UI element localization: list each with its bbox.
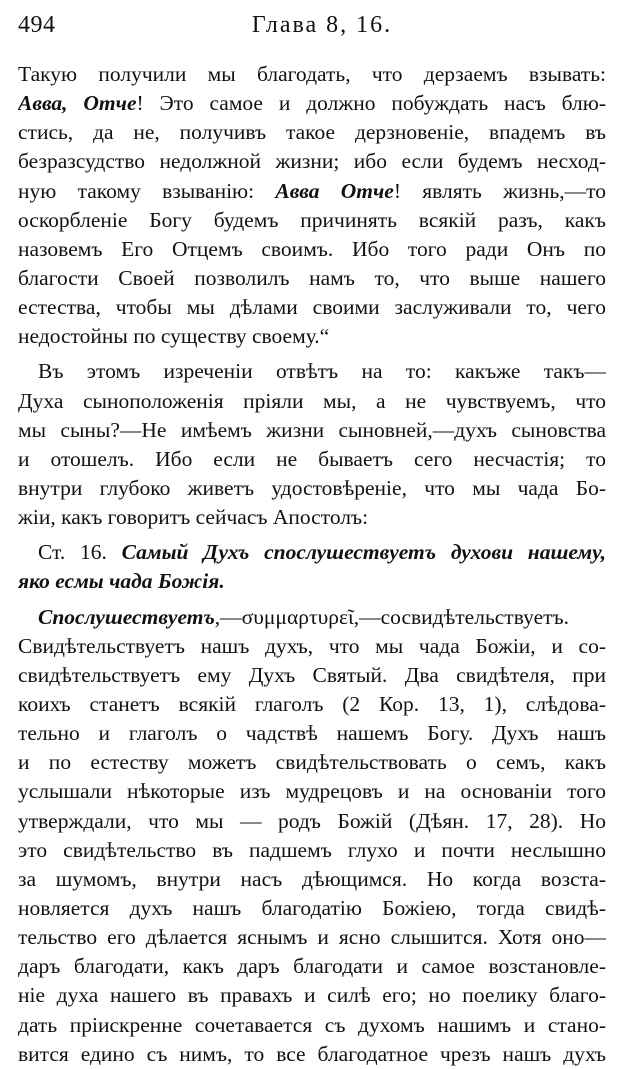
body-text: [18, 60, 606, 1069]
text-line: [18, 865, 606, 894]
text-line: [18, 89, 606, 118]
text-span: Духа сыноположенія пріяли мы, а не чувствуемъ, что: [18, 388, 606, 413]
text-span: мы сыны?—Не имѣемъ жизни сыновней,—духъ сыновства: [18, 417, 606, 442]
text-span: естества, чтобы мы дѣлами своими заслуживали то, чего: [18, 295, 606, 320]
text-line: [18, 807, 606, 836]
text-line: [18, 416, 606, 445]
text-span: ! являть жизнь,—то: [393, 178, 606, 203]
text-span: новляется духъ нашъ благодатію Божіею, тогда свидѣ-: [18, 895, 606, 920]
text-line: [18, 632, 606, 661]
text-line: [18, 147, 606, 176]
text-span: Ст. 16.: [38, 540, 122, 565]
running-head: Глава 8, 16.: [251, 12, 393, 38]
text-line: [18, 474, 606, 503]
page-number: 494: [18, 12, 56, 38]
text-line: [18, 445, 606, 474]
text-line: [18, 357, 606, 386]
text-line: [18, 206, 606, 235]
emphasized-text: Авва Отче: [275, 178, 394, 203]
text-span: Въ этомъ изреченіи отвѣтъ на то: какъже такъ—: [38, 359, 606, 384]
text-line: [18, 264, 606, 293]
paragraph: [18, 357, 606, 532]
paragraph: [18, 60, 606, 351]
text-span: свидѣтельствуетъ ему Духъ Святый. Два свидѣтеля, при: [18, 662, 606, 687]
text-span: тельство его дѣлается яснымъ и ясно слышится. Хотя оно—: [18, 925, 606, 950]
emphasized-text: Спослушествуетъ: [38, 604, 215, 629]
page-header: [18, 12, 606, 44]
text-line: [18, 1011, 606, 1040]
text-line: [18, 322, 606, 351]
text-line: [18, 748, 606, 777]
text-span: ніе духа нашего въ правахъ и силѣ его; но поелику благо-: [18, 983, 606, 1008]
text-line: [18, 952, 606, 981]
text-span: это свидѣтельство въ падшемъ глухо и почти неслышно: [18, 837, 606, 862]
text-span: утверждали, что мы — родъ Божій (Дѣян. 17, 28). Но: [18, 808, 606, 833]
emphasized-text: яко есмы чада Божія.: [18, 569, 225, 594]
text-span: стись, да не, получивъ такое дерзновеніе, впадемъ въ: [18, 120, 606, 145]
text-line: [18, 60, 606, 89]
text-span: дать пріискренне сочетавается съ духомъ нашимъ и стано-: [18, 1012, 606, 1037]
text-line: [18, 235, 606, 264]
text-line: [18, 118, 606, 147]
paragraph: [18, 603, 606, 1069]
text-span: ! Это самое и должно побуждать насъ блю-: [136, 91, 606, 116]
text-span: Свидѣтельствуетъ нашъ духъ, что мы чада Божіи, и со-: [18, 633, 606, 658]
text-line: [18, 719, 606, 748]
paragraph: [18, 538, 606, 596]
text-span: жіи, какъ говоритъ сейчасъ Апостолъ:: [18, 505, 369, 530]
text-line: [18, 538, 606, 567]
text-span: ,—συμμαρτυρεῖ,—сосвидѣтельствуетъ.: [214, 604, 570, 629]
text-span: недостойны по существу своему.“: [18, 324, 330, 349]
text-span: за шумомъ, внутри насъ дѣющимся. Но когда возста-: [18, 866, 606, 891]
text-line: [18, 777, 606, 806]
text-span: даръ благодати, какъ даръ благодати и самое возстановле-: [18, 954, 606, 979]
text-line: [18, 894, 606, 923]
text-line: [18, 981, 606, 1010]
text-line: [18, 603, 606, 632]
text-line: [18, 293, 606, 322]
text-span: ную такому взыванію:: [18, 178, 276, 203]
text-line: [18, 177, 606, 206]
text-span: назовемъ Его Отцемъ своимъ. Ибо того ради Онъ по: [18, 236, 606, 261]
text-line: [18, 567, 606, 596]
text-line: [18, 661, 606, 690]
text-line: [18, 387, 606, 416]
text-span: и отошелъ. Ибо если не бываетъ сего несчастія; то: [18, 446, 606, 471]
text-span: оскорбленіе Богу будемъ причинять всякій разъ, какъ: [18, 207, 606, 232]
emphasized-text: Самый Духъ спослушествуетъ духови нашему,: [121, 540, 606, 565]
text-line: [18, 503, 606, 532]
text-span: вится едино съ нимъ, то все благодатное чрезъ нашъ духъ: [18, 1041, 606, 1066]
text-span: безразсудство недолжной жизни; ибо если будемъ несход-: [18, 149, 606, 174]
text-line: [18, 690, 606, 719]
text-span: Такую получили мы благодать, что дерзаемъ взывать:: [18, 62, 606, 86]
text-span: и по естеству можетъ свидѣтельствовать о семъ, какъ: [18, 750, 606, 775]
text-line: [18, 923, 606, 952]
text-span: внутри глубоко живетъ удостовѣреніе, что мы чада Бо-: [18, 475, 606, 500]
text-span: тельно и глаголъ о чадствѣ нашемъ Богу. Духъ нашъ: [18, 721, 606, 746]
text-span: благости Своей позволилъ намъ то, что выше нашего: [18, 265, 606, 290]
text-span: коихъ станетъ всякій глаголъ (2 Кор. 13, 1), слѣдова-: [18, 691, 606, 716]
emphasized-text: Авва, Отче: [18, 91, 137, 116]
text-line: [18, 836, 606, 865]
text-line: [18, 1040, 606, 1069]
text-span: услышали нѣкоторые изъ мудрецовъ и на основаніи того: [18, 779, 606, 804]
